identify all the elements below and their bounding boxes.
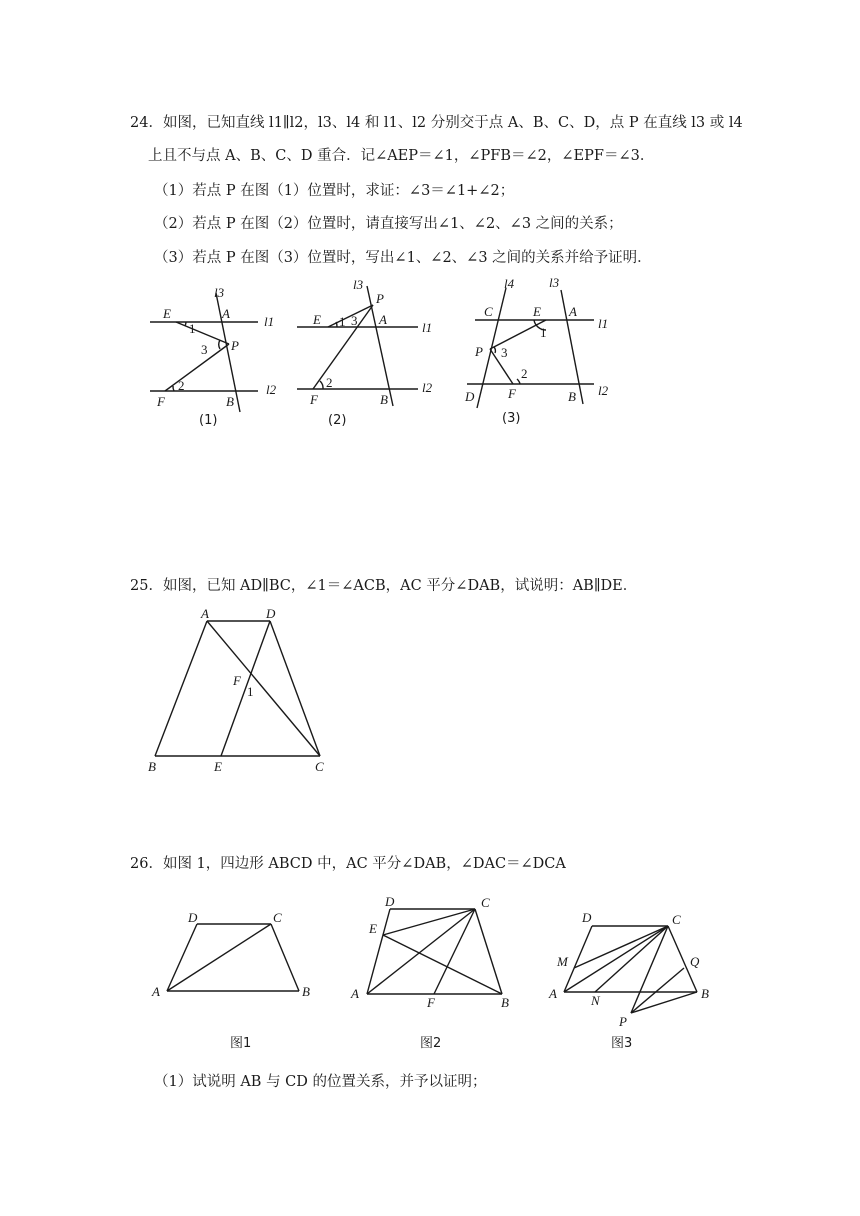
q26f3-label-Q: Q [690, 954, 700, 969]
q24-part1: （1）若点 P 在图（1）位置时，求证：∠3＝∠1+∠2； [154, 183, 515, 199]
fig3-angle-3: 3 [501, 345, 508, 360]
q24-fig3-caption: (3) [502, 411, 521, 426]
q25-label-F: F [233, 673, 241, 688]
fig3-label-B: B [568, 389, 576, 404]
q26f3-label-P: P [619, 1014, 627, 1029]
q26f1-label-C: C [273, 910, 282, 925]
q26-text: 26．如图 1，四边形 ABCD 中，AC 平分∠DAB，∠DAC＝∠DCA [130, 856, 566, 872]
fig3-label-C: C [484, 304, 493, 319]
fig2-angle-2: 2 [326, 375, 333, 390]
q26f1-label-B: B [302, 984, 310, 999]
q24-part3: （3）若点 P 在图（3）位置时，写出∠1、∠2、∠3 之间的关系并给予证明． [154, 250, 652, 266]
q25-label-B: B [148, 759, 156, 774]
q26f2-label-D: D [385, 894, 395, 909]
fig3-label-E: E [533, 304, 541, 319]
fig1-label-P: P [231, 338, 239, 353]
fig3-label-F: F [508, 386, 516, 401]
fig1-angle-2: 2 [178, 378, 185, 393]
fig2-angle-1: 1 [339, 314, 346, 329]
fig3-label-l4: l4 [504, 276, 515, 291]
q26f2-label-F: F [427, 995, 435, 1010]
q26f2-label-C: C [481, 895, 490, 910]
fig2-label-l2: l2 [422, 380, 433, 395]
fig3-label-P: P [475, 344, 483, 359]
q26f3-label-C: C [672, 912, 681, 927]
fig2-label-l3: l3 [353, 277, 364, 292]
fig1-label-B: B [226, 394, 234, 409]
q26f3-label-B: B [701, 986, 709, 1001]
q26-part1: （1）试说明 AB 与 CD 的位置关系，并予以证明； [154, 1074, 487, 1090]
q25-label-E: E [214, 759, 222, 774]
fig1-angle-1: 1 [189, 321, 196, 336]
fig3-label-l1: l1 [598, 316, 609, 331]
q24-part2: （2）若点 P 在图（2）位置时，请直接写出∠1、∠2、∠3 之间的关系； [154, 216, 623, 232]
fig3-angle-2: 2 [521, 366, 528, 381]
fig3-label-A: A [569, 304, 577, 319]
q24-line2: 上且不与点 A、B、C、D 重合．记∠AEP＝∠1，∠PFB＝∠2，∠EPF＝∠3． [148, 148, 655, 164]
fig1-label-l3: l3 [214, 285, 225, 300]
q24-fig2-caption: (2) [328, 413, 347, 428]
fig1-label-A: A [222, 306, 230, 321]
q26-fig1-caption: 图1 [230, 1036, 252, 1051]
fig1-label-F: F [157, 394, 165, 409]
fig1-label-l2: l2 [266, 382, 277, 397]
q26-fig3-caption: 图3 [611, 1036, 633, 1051]
fig3-angle-1: 1 [540, 325, 547, 340]
fig2-angle-3: 3 [351, 313, 358, 328]
q25-label-A: A [201, 606, 209, 621]
fig2-label-A: A [379, 312, 387, 327]
fig2-label-P: P [376, 291, 384, 306]
q26f3-label-A: A [549, 986, 557, 1001]
fig2-label-F: F [310, 392, 318, 407]
q26f3-label-D: D [582, 910, 592, 925]
q26f3-label-N: N [591, 993, 600, 1008]
q25-angle-1: 1 [247, 684, 254, 699]
fig1-angle-3: 3 [201, 342, 208, 357]
q25-label-C: C [315, 759, 324, 774]
fig3-label-l2: l2 [598, 383, 609, 398]
fig1-label-l1: l1 [264, 314, 275, 329]
fig3-label-l3: l3 [549, 275, 560, 290]
fig2-label-E: E [313, 312, 321, 327]
q26-fig2-caption: 图2 [420, 1036, 442, 1051]
fig2-label-B: B [380, 392, 388, 407]
q25-label-D: D [266, 606, 276, 621]
q26f2-label-B: B [501, 995, 509, 1010]
fig2-label-l1: l1 [422, 320, 433, 335]
q26f2-label-E: E [369, 921, 377, 936]
q26f3-label-M: M [557, 954, 568, 969]
q24-fig1-caption: (1) [199, 413, 218, 428]
q26f1-label-D: D [188, 910, 198, 925]
q24-line1: 24．如图，已知直线 l1∥l2，l3、l4 和 l1、l2 分别交于点 A、B、C、D，点 P 在直线 l3 或 l4 [130, 115, 743, 131]
q26f1-label-A: A [152, 984, 160, 999]
fig3-label-D: D [465, 389, 475, 404]
q26f2-label-A: A [351, 986, 359, 1001]
q25-text: 25．如图，已知 AD∥BC，∠1＝∠ACB，AC 平分∠DAB，试说明：AB∥DE． [130, 578, 638, 594]
fig1-label-E: E [163, 306, 171, 321]
